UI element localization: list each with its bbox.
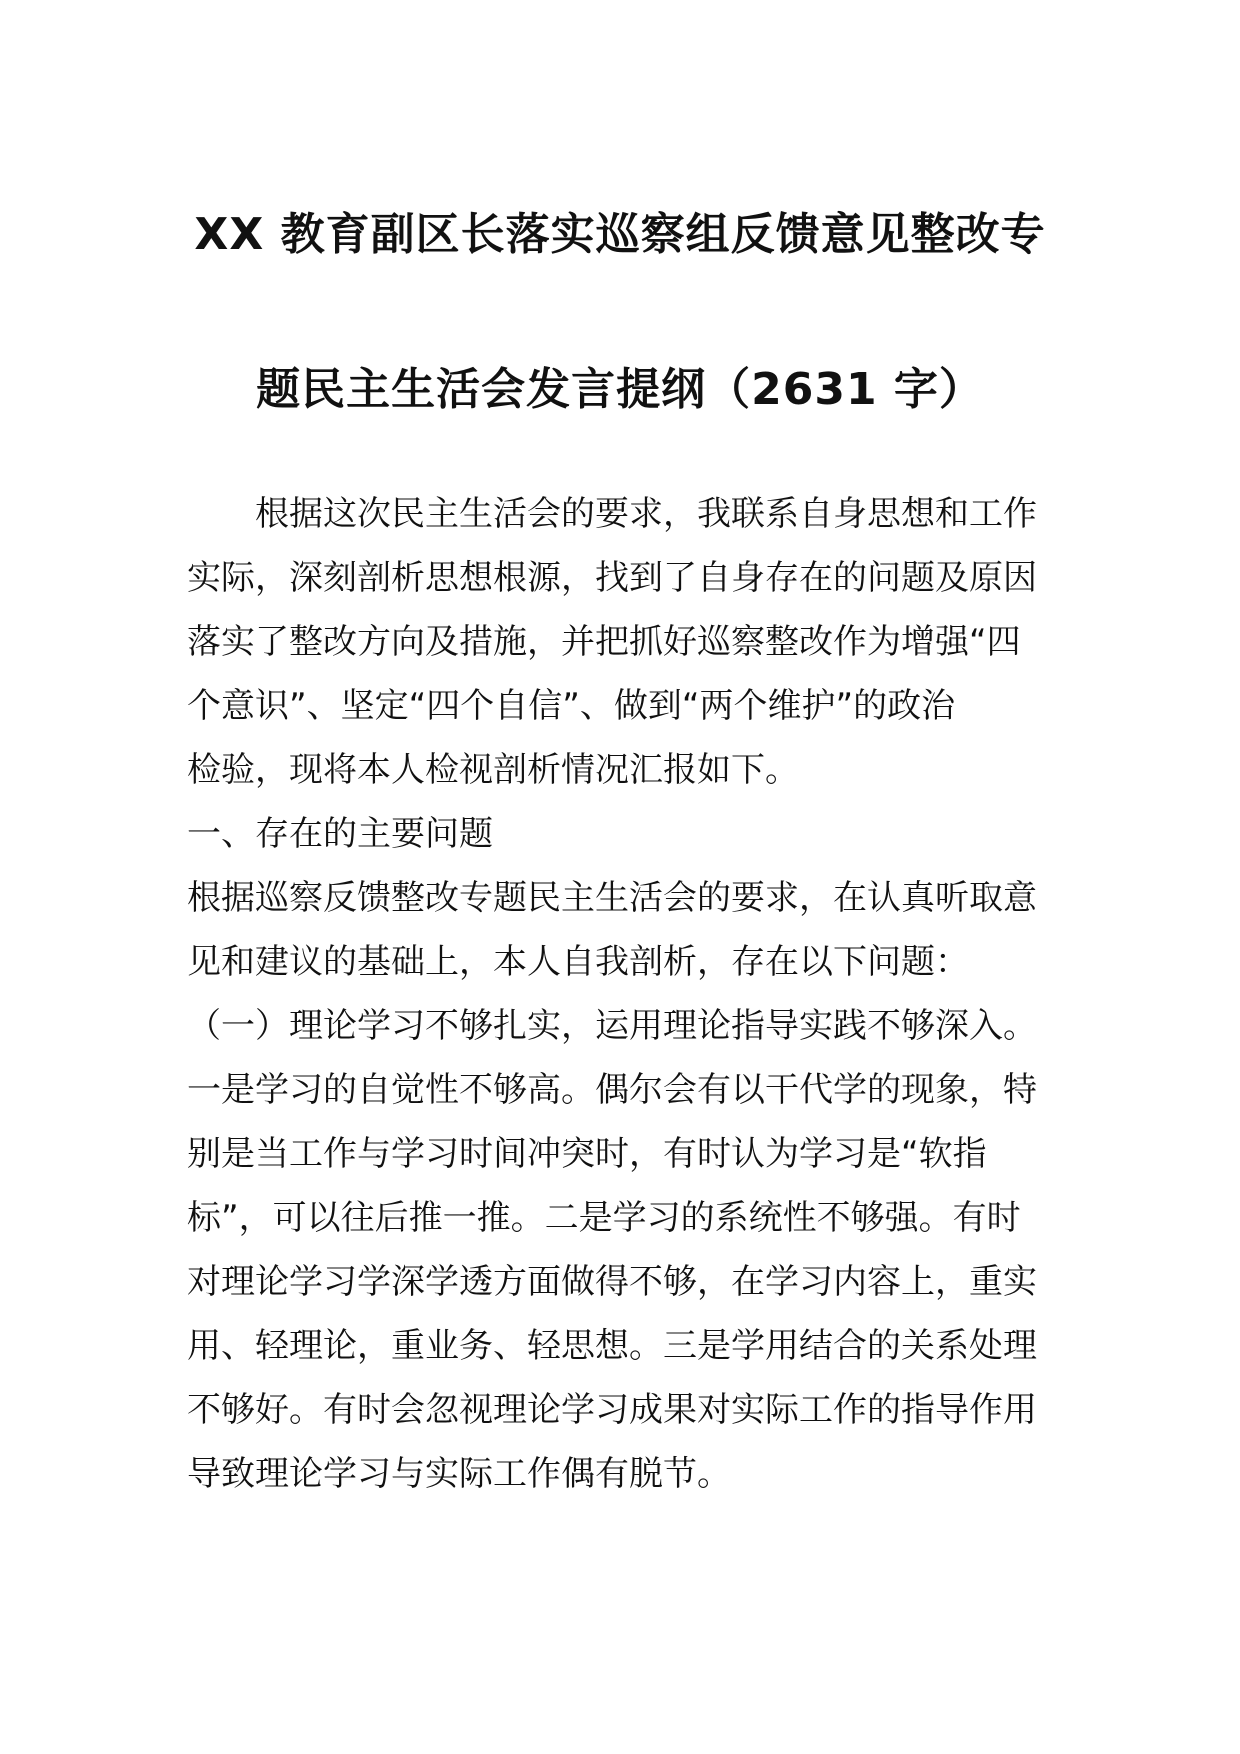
subsection-heading: （一）理论学习不够扎实，运用理论指导实践不够深入。: [187, 1006, 1037, 1046]
body-line: 标”，可以往后推一推。二是学习的系统性不够强。有时: [187, 1198, 1021, 1238]
body-line: 落实了整改方向及措施，并把抓好巡察整改作为增强“四: [187, 622, 1021, 662]
body-line: 检验，现将本人检视剖析情况汇报如下。: [187, 750, 799, 790]
body-line: 实际，深刻剖析思想根源，找到了自身存在的问题及原因: [187, 558, 1037, 598]
body-line: 个意识”、坚定“四个自信”、做到“两个维护”的政治: [187, 686, 956, 726]
document-title-line-2: 题民主生活会发言提纲（2631 字）: [256, 364, 984, 415]
body-line: 根据这次民主生活会的要求，我联系自身思想和工作: [255, 494, 1037, 534]
body-line: 别是当工作与学习时间冲突时，有时认为学习是“软指: [187, 1134, 987, 1174]
body-line: 用、轻理论，重业务、轻思想。三是学用结合的关系处理: [187, 1326, 1037, 1366]
body-line: 导致理论学习与实际工作偶有脱节。: [187, 1454, 731, 1494]
body-line: 不够好。有时会忽视理论学习成果对实际工作的指导作用: [187, 1390, 1037, 1430]
section-heading: 一、存在的主要问题: [187, 814, 493, 854]
body-line: 对理论学习学深学透方面做得不够，在学习内容上，重实: [187, 1262, 1037, 1302]
body-line: 根据巡察反馈整改专题民主生活会的要求，在认真听取意: [187, 878, 1037, 918]
document-body: [187, 482, 1053, 1506]
body-line: 一是学习的自觉性不够高。偶尔会有以干代学的现象，特: [187, 1070, 1037, 1110]
document-title-line-1: XX 教育副区长落实巡察组反馈意见整改专: [194, 209, 1046, 260]
body-line: 见和建议的基础上，本人自我剖析，存在以下问题：: [187, 942, 969, 982]
